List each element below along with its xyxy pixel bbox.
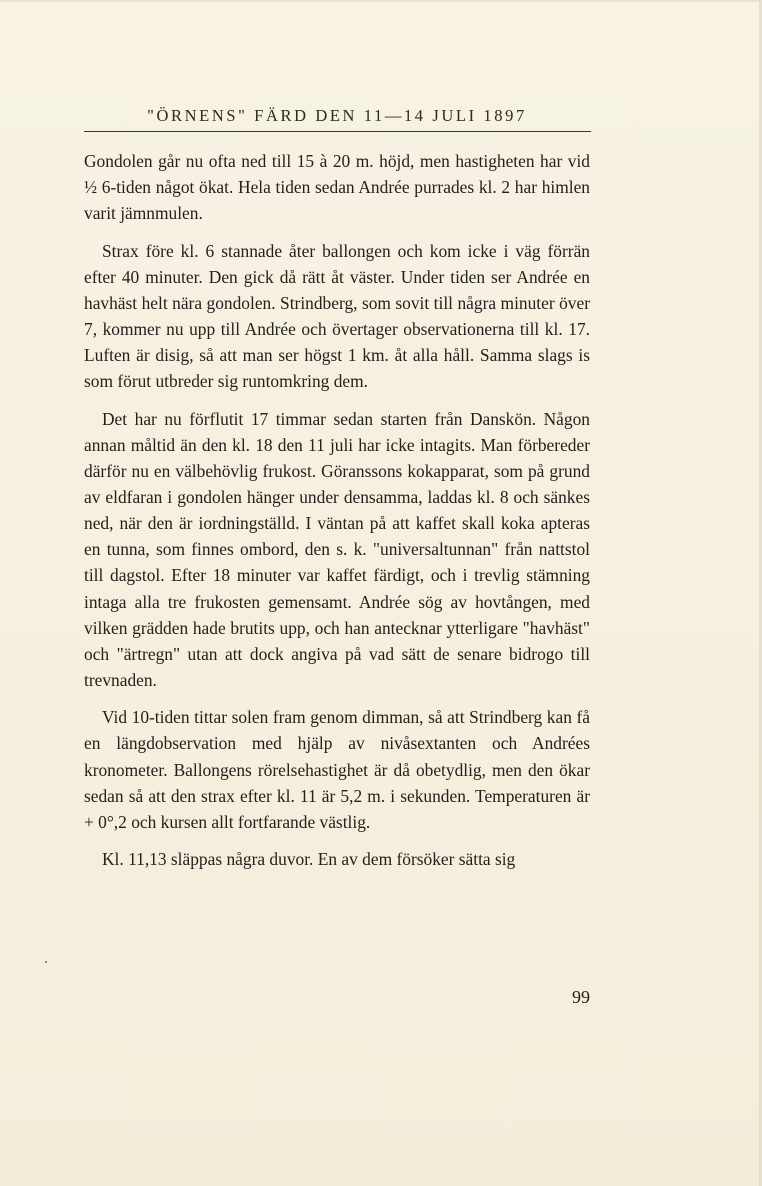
running-head: "ÖRNENS" FÄRD DEN 11—14 JULI 1897 [147,106,527,125]
paragraph-3: Det har nu förflutit 17 timmar sedan starten från Danskön. Någon annan måltid än den kl. 18 den 11 juli har icke intagits. Man förbereder därför nu en välbehövlig frukost. Göranssons kokapparat, som på grund av eldfaran i gondolen hänger under densamma, laddas kl. 8 och sänkes ned, när den är iordningställd. I väntan på att kaffet skall koka apteras en tunna, som finnes ombord, den s. k. "universaltunnan" från nattstol till dagstol. Efter 18 minuter var kaffet färdigt, och i trevlig stämning intaga alla tre frukosten gemensamt. Andrée sög av hovtången, med vilken grädden hade brutits upp, och han antecknar ytterligare "havhäst" och "ärtregn" utan att dock angiva på vad sätt de senare bidrogo till trevnaden. [84,408,590,690]
paper-speck [45,961,47,963]
page-number: 99 [572,987,590,1007]
header-rule [84,131,591,132]
page-top-edge [0,0,762,2]
body-text [84,148,590,884]
paragraph-1: Gondolen går nu ofta ned till 15 à 20 m. höjd, men hastigheten har vid ½ 6-tiden något ökat. Hela tiden sedan Andrée purrades kl. 2 har himlen varit jämnmulen. [84,151,590,224]
paragraph-2: Strax före kl. 6 stannade åter ballongen och kom icke i väg förrän efter 40 minuter. Den gick då rätt åt väster. Under tiden ser Andrée en havhäst helt nära gondolen. Strindberg, som sovit till några minuter över 7, kommer nu upp till Andrée och övertager observationerna till kl. 17. Luften är disig, så att man ser högst 1 km. åt alla håll. Samma slags is som förut utbreder sig runtomkring dem. [84,240,590,392]
paragraph-4: Vid 10-tiden tittar solen fram genom dimman, så att Strindberg kan få en längdobservation med hjälp av nivåsextanten och Andrées kronometer. Ballongens rörelsehastighet är då obetydlig, men den ökar sedan så att den strax efter kl. 11 är 5,2 m. i sekunden. Temperaturen är + 0°,2 och kursen allt fortfarande västlig. [84,707,590,832]
paragraph-5: Kl. 11,13 släppas några duvor. En av dem försöker sätta sig [102,849,516,870]
